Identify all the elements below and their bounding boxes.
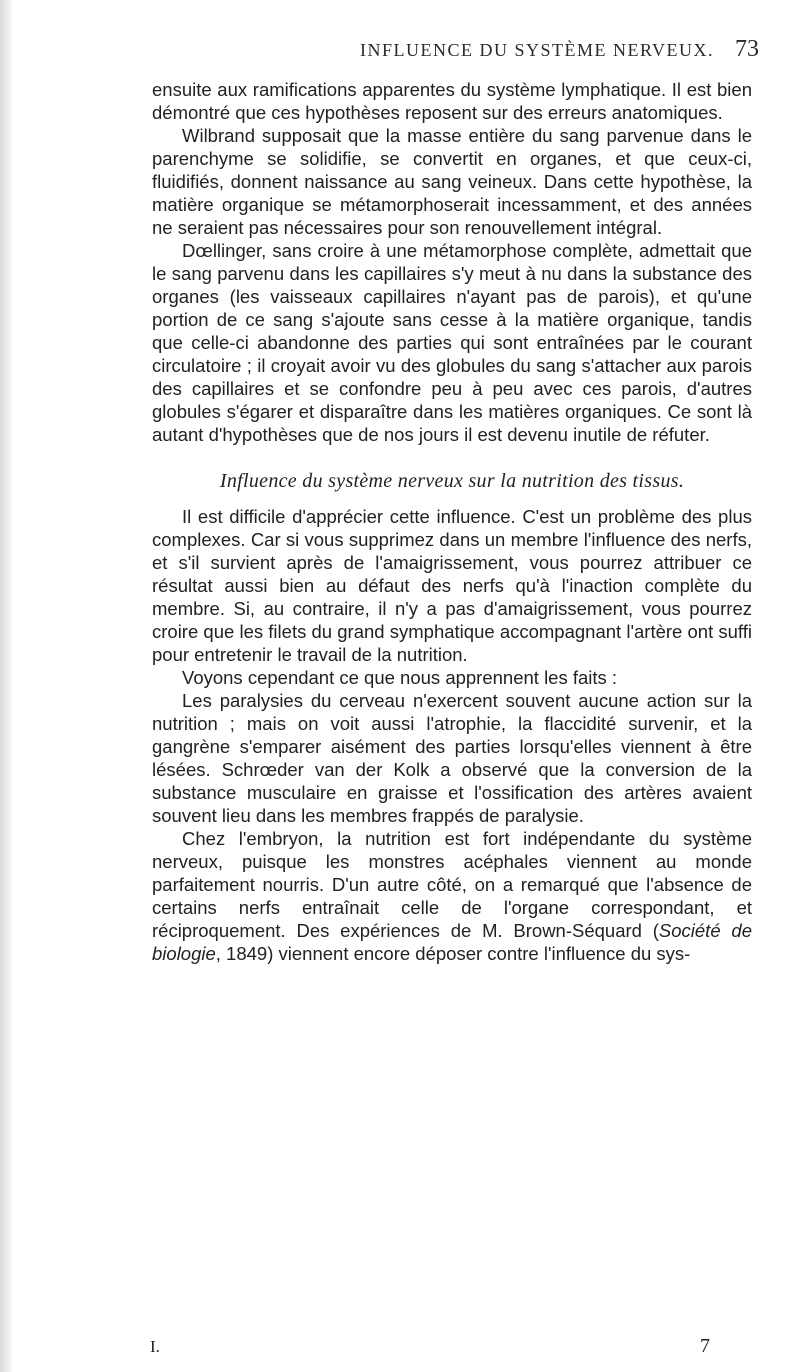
page-binding-edge xyxy=(0,0,14,1372)
page-footer xyxy=(0,1337,800,1363)
paragraph-3: Dœllinger, sans croire à une métamorphose complète, admettait que le sang parvenu dans les capillaires s'y meut à nu dans la substance des organes (les vaisseaux capillaires n'ayant pas de parois), et qu'une portion de ce sang s'ajoute sans cesse à la matière organique, tandis que celle-ci abandonne des parties qui sont entraînées par le courant circulatoire ; il croyait avoir vu des globules du sang s'attacher aux parois des capillaires et se confondre peu à peu avec ces parois, d'autres globules s'égarer et disparaître dans les matières organiques. Ce sont là autant d'hypothèses que de nos jours il est devenu inutile de réfuter. xyxy=(152,240,752,445)
paragraph-text-before-citation: Chez l'embryon, la nutrition est fort indépendante du système nerveux, puisque les monstres acéphales viennent au monde parfaitement nourris. D'un autre côté, on a remarqué que l'absence de certains nerfs entraînait celle de l'organe correspondant, et réciproquement. Des expériences de M. Brown-Séquard ( xyxy=(152,828,752,941)
signature-mark: I. xyxy=(150,1337,160,1356)
signature-number: 7 xyxy=(700,1335,710,1357)
section-paragraph-1: Il est difficile d'apprécier cette influence. C'est un problème des plus complexes. Car si vous supprimez dans un membre l'influence des nerfs, et s'il survient après de l'amaigrissement, vous pourrez attribuer ce résultat aussi bien au défaut des nerfs qu'à l'inaction complète du membre. Si, au contraire, il n'y a pas d'amaigrissement, vous pourrez croire que les filets du grand symphatique accompagnant l'artère ont suffi pour entretenir le travail de la nutrition. xyxy=(152,506,752,665)
page-header xyxy=(0,36,800,70)
page-number: 73 xyxy=(735,36,759,62)
paragraph-1: ensuite aux ramifications apparentes du système lymphatique. Il est bien démontré que ces hypothèses reposent sur des erreurs anatomiques. xyxy=(152,79,752,123)
page-body xyxy=(152,78,752,965)
citation-italic: Société de biologie xyxy=(152,920,752,964)
section-paragraph-3: Les paralysies du cerveau n'exercent souvent aucune action sur la nutrition ; mais on voit aussi l'atrophie, la flaccidité survenir, et la gangrène s'emparer aisément des parties lorsqu'elles viennent à être lésées. Schrœder van der Kolk a observé que la conversion de la substance musculaire en graisse et l'ossification des artères avaient souvent lieu dans les membres frappés de paralysie. xyxy=(152,690,752,826)
paragraph-text-after-citation: , 1849) viennent encore déposer contre l'influence du sys- xyxy=(215,943,691,964)
section-paragraph-4 xyxy=(152,827,752,965)
section-heading: Influence du système nerveux sur la nutrition des tissus. xyxy=(219,470,685,492)
paragraph-2: Wilbrand supposait que la masse entière du sang parvenue dans le parenchyme se solidifie, se convertit en organes, et que ceux-ci, fluidifiés, donnent naissance au sang veineux. Dans cette hypothèse, la matière organique se métamorphoserait incessamment, et des années ne seraient pas nécessaires pour son renouvellement intégral. xyxy=(152,125,752,238)
running-head: INFLUENCE DU SYSTÈME NERVEUX. xyxy=(360,40,715,60)
section-paragraph-2: Voyons cependant ce que nous apprennent les faits : xyxy=(182,667,618,688)
